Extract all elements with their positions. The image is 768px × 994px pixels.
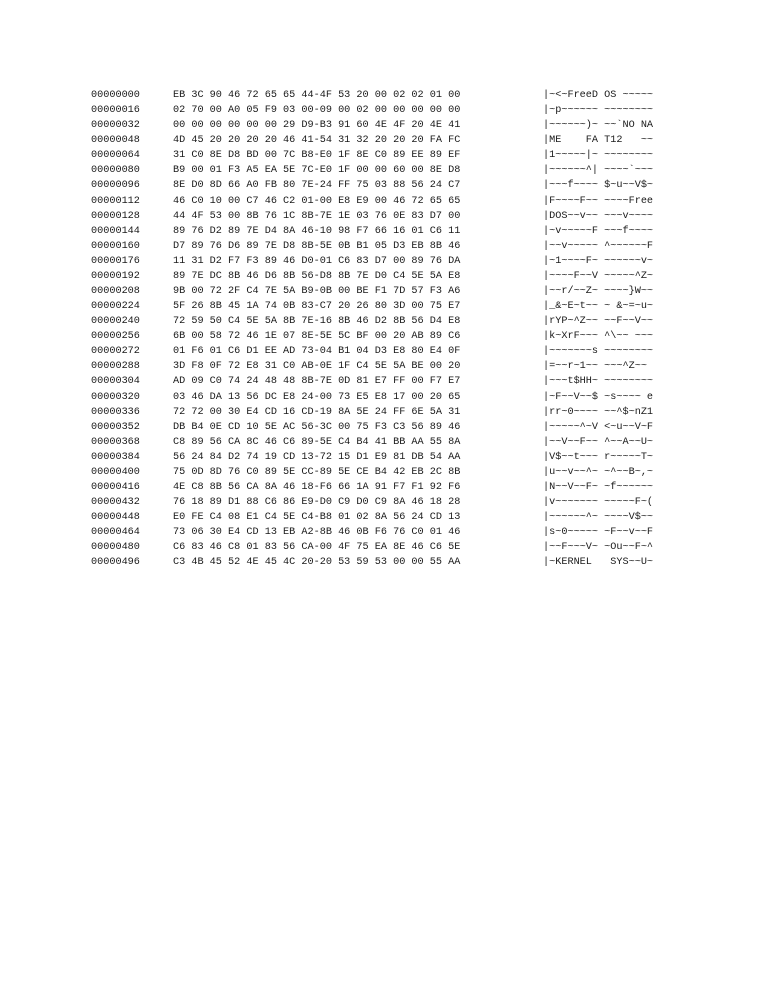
row-ascii: |~~r/~~Z~ ~~~~}W~~ [543, 286, 654, 298]
row-ascii: |rYP~^Z~~ ~~F~~V~~ [543, 316, 654, 328]
row-hex-bytes: C3 4B 45 52 4E 45 4C 20-20 53 59 53 00 00 55 AA [173, 557, 461, 569]
row-ascii: |=~~r~1~~ ~~~^Z~~ [543, 361, 654, 373]
row-ascii: |~~V~~F~~ ^~~A~~U~ [543, 436, 654, 448]
row-ascii: |N~~V~~F~ ~f~~~~~~ [543, 482, 654, 494]
row-offset: 00000352 [91, 421, 140, 433]
row-hex-bytes: 46 C0 10 00 C7 46 C2 01-00 E8 E9 00 46 72 65 65 [173, 195, 461, 207]
row-hex-bytes: C8 89 56 CA 8C 46 C6 89-5E C4 B4 41 BB AA 55 8A [173, 436, 461, 448]
row-hex-bytes: D7 89 76 D6 89 7E D8 8B-5E 0B B1 05 D3 EB 8B 46 [173, 240, 461, 252]
row-offset: 00000336 [91, 406, 140, 418]
row-offset: 00000400 [91, 466, 140, 478]
row-ascii: |k~XrF~~~ ^\~~ ~~~ [543, 331, 654, 343]
row-offset: 00000224 [91, 301, 140, 313]
row-offset: 00000496 [91, 557, 140, 569]
row-offset: 00000368 [91, 436, 140, 448]
row-hex-bytes: 3D F8 0F 72 E8 31 C0 AB-0E 1F C4 5E 5A BE 00 20 [173, 361, 461, 373]
row-offset: 00000032 [91, 120, 140, 132]
row-offset: 00000016 [91, 105, 140, 117]
row-offset: 00000448 [91, 512, 140, 524]
row-offset: 00000208 [91, 286, 140, 298]
row-hex-bytes: 03 46 DA 13 56 DC E8 24-00 73 E5 E8 17 00 20 65 [173, 391, 461, 403]
row-offset: 00000080 [91, 165, 140, 177]
row-hex-bytes: 4D 45 20 20 20 20 46 41-54 31 32 20 20 20 FA FC [173, 135, 461, 147]
row-ascii: |rr~0~~~~ ~~^$~nZ1 [543, 406, 654, 418]
row-ascii: |~~v~~~~~ ^~~~~~~F [543, 240, 654, 252]
row-hex-bytes: 89 7E DC 8B 46 D6 8B 56-D8 8B 7E D0 C4 5E 5A E8 [173, 270, 461, 282]
row-hex-bytes: 56 24 84 D2 74 19 CD 13-72 15 D1 E9 81 DB 54 AA [173, 451, 461, 463]
row-hex-bytes: 6B 00 58 72 46 1E 07 8E-5E 5C BF 00 20 AB 89 C6 [173, 331, 461, 343]
row-hex-bytes: EB 3C 90 46 72 65 65 44-4F 53 20 00 02 02 01 00 [173, 90, 461, 101]
row-ascii: |~~F~~~V~ ~Ou~~F~^ [543, 542, 654, 554]
row-ascii: |~~~~~~^~ ~~~~V$~~ [543, 512, 654, 524]
row-ascii: |~~~~F~~V ~~~~~^Z~ [543, 270, 654, 282]
row-hex-bytes: AD 09 C0 74 24 48 48 8B-7E 0D 81 E7 FF 00 F7 E7 [173, 376, 461, 388]
row-ascii: |~<~FreeD OS ~~~~~ [543, 90, 654, 101]
row-ascii: |v~~~~~~~ ~~~~~F~( [543, 497, 654, 509]
row-hex-bytes: 00 00 00 00 00 00 29 D9-B3 91 60 4E 4F 20 4E 41 [173, 120, 461, 132]
row-hex-bytes: 4E C8 8B 56 CA 8A 46 18-F6 66 1A 91 F7 F1 92 F6 [173, 482, 461, 494]
row-offset: 00000160 [91, 240, 140, 252]
row-offset: 00000432 [91, 497, 140, 509]
row-ascii: |V$~~t~~~ r~~~~~T~ [543, 451, 654, 463]
row-hex-bytes: 11 31 D2 F7 F3 89 46 D0-01 C6 83 D7 00 89 76 DA [173, 255, 461, 267]
row-hex-bytes: C6 83 46 C8 01 83 56 CA-00 4F 75 EA 8E 46 C6 5E [173, 542, 461, 554]
row-hex-bytes: 72 59 50 C4 5E 5A 8B 7E-16 8B 46 D2 8B 56 D4 E8 [173, 316, 461, 328]
row-ascii: |F~~~~F~~ ~~~~Free [543, 195, 654, 207]
row-offset: 00000048 [91, 135, 140, 147]
row-ascii: |~v~~~~~F ~~~f~~~~ [543, 225, 654, 237]
row-ascii: |DOS~~v~~ ~~~v~~~~ [543, 210, 654, 222]
row-ascii: |_&~E~t~~ ~ &~=~u~ [543, 301, 654, 313]
row-hex-bytes: 89 76 D2 89 7E D4 8A 46-10 98 F7 66 16 01 C6 11 [173, 225, 461, 237]
row-hex-bytes: 73 06 30 E4 CD 13 EB A2-8B 46 0B F6 76 C0 01 46 [173, 527, 461, 539]
row-ascii: |u~~v~~^~ ~^~~B~,~ [543, 466, 654, 478]
row-ascii: |~p~~~~~~ ~~~~~~~~ [543, 105, 654, 117]
row-ascii: |~~~f~~~~ $~u~~V$~ [543, 180, 654, 192]
row-offset: 00000064 [91, 150, 140, 162]
row-ascii: |~~~~~~~s ~~~~~~~~ [543, 346, 654, 358]
row-offset: 00000112 [91, 195, 140, 207]
row-offset: 00000128 [91, 210, 140, 222]
row-ascii: |~~~~~^~V <~u~~V~F [543, 421, 654, 433]
row-hex-bytes: B9 00 01 F3 A5 EA 5E 7C-E0 1F 00 00 60 00 8E D8 [173, 165, 461, 177]
row-offset: 00000144 [91, 225, 140, 237]
row-hex-bytes: E0 FE C4 08 E1 C4 5E C4-B8 01 02 8A 56 24 CD 13 [173, 512, 461, 524]
row-ascii: |~~~t$HH~ ~~~~~~~~ [543, 376, 654, 388]
row-ascii: |~KERNEL SYS~~U~ [543, 557, 654, 569]
row-hex-bytes: DB B4 0E CD 10 5E AC 56-3C 00 75 F3 C3 56 89 46 [173, 421, 461, 433]
row-ascii: |~~~~~~)~ ~~`NO NA [543, 120, 654, 132]
row-ascii: |s~0~~~~~ ~F~~v~~F [543, 527, 654, 539]
row-ascii: |1~~~~~|~ ~~~~~~~~ [543, 150, 654, 162]
row-offset: 00000288 [91, 361, 140, 373]
row-offset: 00000384 [91, 451, 140, 463]
row-hex-bytes: 8E D0 8D 66 A0 FB 80 7E-24 FF 75 03 88 56 24 C7 [173, 180, 461, 192]
row-offset: 00000304 [91, 376, 140, 388]
row-hex-bytes: 72 72 00 30 E4 CD 16 CD-19 8A 5E 24 FF 6E 5A 31 [173, 406, 461, 418]
row-ascii: |ME FA T12 ~~ [543, 135, 654, 147]
row-offset: 00000256 [91, 331, 140, 343]
row-offset: 00000480 [91, 542, 140, 554]
row-offset: 00000464 [91, 527, 140, 539]
row-offset: 00000240 [91, 316, 140, 328]
row-hex-bytes: 76 18 89 D1 88 C6 86 E9-D0 C9 D0 C9 8A 46 18 28 [173, 497, 461, 509]
row-offset: 00000272 [91, 346, 140, 358]
row-ascii: |~F~~V~~$ ~s~~~~ e [543, 391, 654, 403]
row-ascii: |~~~~~~^| ~~~~`~~~ [543, 165, 654, 177]
row-offset: 00000000 [91, 90, 140, 101]
row-hex-bytes: 5F 26 8B 45 1A 74 0B 83-C7 20 26 80 3D 00 75 E7 [173, 301, 461, 313]
row-offset: 00000096 [91, 180, 140, 192]
row-offset: 00000416 [91, 482, 140, 494]
row-hex-bytes: 02 70 00 A0 05 F9 03 00-09 00 02 00 00 00 00 00 [173, 105, 461, 117]
row-hex-bytes: 31 C0 8E D8 BD 00 7C B8-E0 1F 8E C0 89 EE 89 EF [173, 150, 461, 162]
row-ascii: |~1~~~~F~ ~~~~~~v~ [543, 255, 654, 267]
row-hex-bytes: 44 4F 53 00 8B 76 1C 8B-7E 1E 03 76 0E 83 D7 00 [173, 210, 461, 222]
row-offset: 00000176 [91, 255, 140, 267]
row-hex-bytes: 75 0D 8D 76 C0 89 5E CC-89 5E CE B4 42 EB 2C 8B [173, 466, 461, 478]
row-hex-bytes: 01 F6 01 C6 D1 EE AD 73-04 B1 04 D3 E8 80 E4 0F [173, 346, 461, 358]
row-hex-bytes: 9B 00 72 2F C4 7E 5A B9-0B 00 BE F1 7D 57 F3 A6 [173, 286, 461, 298]
row-offset: 00000320 [91, 391, 140, 403]
row-offset: 00000192 [91, 270, 140, 282]
